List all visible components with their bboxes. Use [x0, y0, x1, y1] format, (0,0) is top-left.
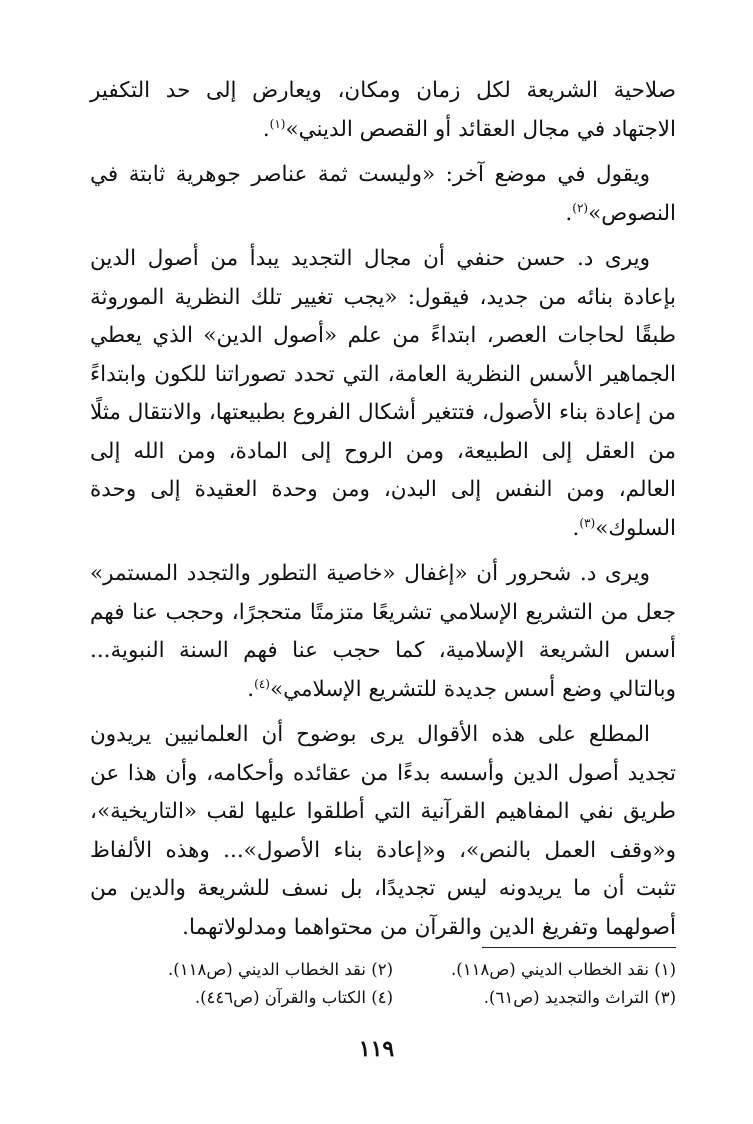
paragraph-text: ويقول في موضع آخر: «وليست ثمة عناصر جوهرية ثابتة في النصوص» — [90, 162, 676, 226]
footnote-text: نقد الخطاب الديني (ص١١٨). — [168, 960, 366, 979]
footnote-marker: (٢) — [371, 960, 393, 979]
paragraph-end: . — [247, 676, 255, 702]
paragraph-text: صلاحية الشريعة لكل زمان ومكان، ويعارض إلى حد التكفير الاجتهاد في مجال العقائد أو القصص الديني» — [90, 78, 676, 142]
footnote-marker: (٤) — [371, 988, 393, 1007]
paragraph-4 — [90, 555, 676, 709]
footnote-2 — [110, 956, 393, 984]
footnote-marker: (١) — [654, 960, 676, 979]
paragraph-5 — [90, 716, 676, 947]
footnote-row — [110, 984, 676, 1012]
paragraph-end: . — [572, 515, 580, 541]
main-text — [90, 72, 676, 954]
footnote-4 — [110, 984, 393, 1012]
footnote-row — [110, 956, 676, 984]
page-number: ١١٩ — [358, 1036, 395, 1062]
paragraph-1 — [90, 72, 676, 149]
paragraph-3 — [90, 240, 676, 548]
footnotes — [110, 956, 676, 1012]
paragraph-end: . — [182, 914, 189, 940]
footnote-ref-2: (٢) — [572, 200, 589, 215]
paragraph-2 — [90, 156, 676, 233]
footnote-ref-1: (١) — [269, 116, 286, 131]
footnote-ref-4: (٤) — [254, 676, 270, 691]
footnote-divider — [482, 947, 676, 948]
paragraph-text: ويرى د. شحرور أن «إغفال «خاصية التطور والتجدد المستمر» جعل من التشريع الإسلامي تشريعًا متزمتًا متحجرًا، وحجب عنا فهم أسس الشريعة الإسلامية، كما حجب عنا فهم السنة النبوية... وبالتالي وضع أسس جديدة للتشريع الإسلامي» — [90, 561, 676, 702]
footnote-1 — [393, 956, 676, 984]
paragraph-end: . — [565, 200, 573, 226]
footnote-3 — [393, 984, 676, 1012]
footnote-text: التراث والتجديد (ص٦١). — [483, 988, 649, 1007]
footnote-ref-3: (٣) — [579, 515, 596, 530]
paragraph-text: ويرى د. حسن حنفي أن مجال التجديد يبدأ من أصول الدين بإعادة بنائه من جديد، فيقول: «يجب تغيير تلك النظرية الموروثة طبقًا لحاجات العصر، ابتداءً من علم «أصول الدين» الذي يعطي الجماهير الأسس النظرية العامة، التي تحدد تصوراتنا للكون وابتداءً من إعادة بناء الأصول، فتتغير أشكال الفروع بطبيعتها، والانتقال مثلًا من العقل إلى الطبيعة، ومن الروح إلى المادة، ومن الله إلى العالم، ومن النفس إلى البدن، ومن وحدة العقيدة إلى وحدة السلوك» — [90, 246, 676, 541]
paragraph-text: المطلع على هذه الأقوال يرى بوضوح أن العلمانيين يريدون تجديد أصول الدين وأسسه بدءًا من عقائده وأحكامه، وأن هذا عن طريق نفي المفاهيم القرآنية التي أطلقوا عليها لقب «التاريخية»، و«وقف العمل بالنص»، و«إعادة بناء الأصول»... وهذه الألفاظ تثبت أن ما يريدونه ليس تجديدًا، بل نسف للشريعة والدين من أصولهما وتفريغ الدين والقرآن من محتواهما ومدلولاتهما — [90, 722, 676, 940]
footnote-text: الكتاب والقرآن (ص٤٤٦). — [194, 988, 366, 1007]
paragraph-end: . — [262, 116, 270, 142]
footnote-marker: (٣) — [654, 988, 676, 1007]
footnote-text: نقد الخطاب الديني (ص١١٨). — [451, 960, 649, 979]
